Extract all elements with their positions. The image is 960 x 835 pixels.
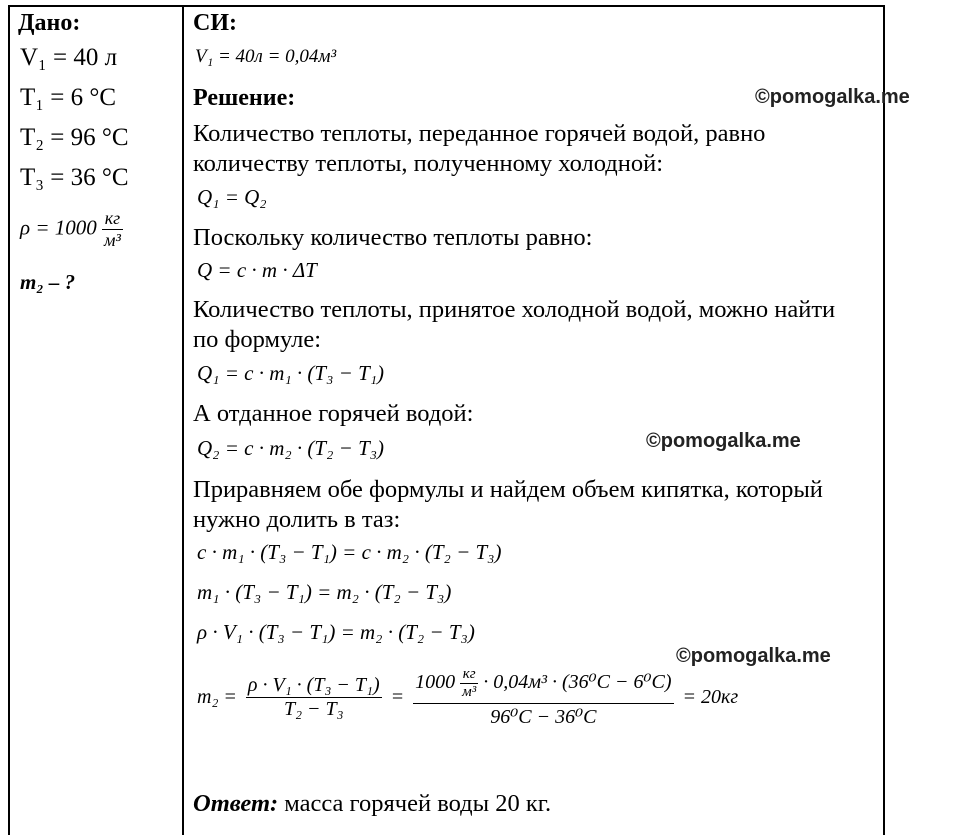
final-frac2-num-a: 1000 bbox=[415, 671, 456, 694]
si-formula: V₁ = 40л = 0,04м³ bbox=[195, 46, 337, 67]
formula-equation-1: c · m₁ · (T₃ − T₁) = c · m₂ · (T₂ − T₃) bbox=[197, 540, 502, 564]
given-temperature-3: T₃ = 36 °C bbox=[20, 164, 129, 191]
final-frac2-unit-num: кг bbox=[460, 666, 478, 684]
solution-paragraph-3b: по формуле: bbox=[193, 326, 322, 353]
solution-paragraph-1b: количеству теплоты, полученному холодной: bbox=[193, 150, 664, 177]
given-header: Дано: bbox=[18, 10, 81, 36]
final-equals: = bbox=[390, 686, 405, 708]
si-header: СИ: bbox=[193, 10, 237, 36]
answer-text: масса горячей воды 20 кг. bbox=[278, 790, 552, 817]
answer-label: Ответ: bbox=[193, 790, 279, 817]
formula-cold-water-heat: Q₁ = c · m₁ · (T₃ − T₁) bbox=[197, 361, 385, 385]
formula-hot-water-heat: Q₂ = c · m₂ · (T₂ − T₃) bbox=[197, 436, 385, 460]
formula-equation-2: m₁ · (T₃ − T₁) = m₂ · (T₂ − T₃) bbox=[197, 580, 452, 604]
final-frac2-num-b: · 0,04м³ · (36⁰C − 6⁰C) bbox=[483, 671, 672, 694]
formula-final bbox=[197, 666, 738, 729]
solution-header: Решение: bbox=[193, 85, 296, 111]
solution-paragraph-5b: нужно долить в таз: bbox=[193, 506, 401, 533]
final-frac2-unit-den: м³ bbox=[462, 684, 477, 700]
formula-equation-3: ρ · V₁ · (T₃ − T₁) = m₂ · (T₂ − T₃) bbox=[197, 620, 475, 644]
given-volume: V₁ = 40 л bbox=[20, 44, 118, 71]
watermark-3: ©pomogalka.me bbox=[676, 645, 831, 667]
final-frac2-den: 96⁰C − 36⁰C bbox=[490, 706, 597, 728]
given-density-lhs: ρ = 1000 bbox=[20, 215, 97, 240]
final-frac1-num: ρ · V₁ · (T₃ − T₁) bbox=[247, 674, 380, 696]
given-unknown: m₂ – ? bbox=[20, 270, 76, 294]
given-density-unit-num: кг bbox=[102, 208, 123, 230]
watermark-2: ©pomogalka.me bbox=[646, 430, 801, 452]
final-frac1-den: T₂ − T₃ bbox=[283, 698, 344, 720]
formula-heat: Q = c · m · ΔT bbox=[197, 258, 317, 282]
final-lhs: m₂ = bbox=[197, 686, 237, 708]
formula-heat-balance: Q₁ = Q₂ bbox=[197, 185, 267, 209]
given-density-unit-den: м³ bbox=[104, 230, 121, 250]
solution-paragraph-1a: Количество теплоты, переданное горячей водой, равно bbox=[193, 120, 766, 147]
given-density bbox=[20, 208, 123, 251]
final-result: = 20кг bbox=[682, 686, 739, 708]
solution-paragraph-5a: Приравняем обе формулы и найдем объем кипятка, который bbox=[193, 476, 823, 503]
watermark-1: ©pomogalka.me bbox=[755, 86, 910, 108]
given-temperature-2: T₂ = 96 °C bbox=[20, 124, 129, 151]
solution-paragraph-2: Поскольку количество теплоты равно: bbox=[193, 224, 593, 251]
solution-paragraph-3a: Количество теплоты, принятое холодной водой, можно найти bbox=[193, 296, 836, 323]
column-divider bbox=[182, 5, 184, 835]
solution-paragraph-4: А отданное горячей водой: bbox=[193, 400, 474, 427]
answer bbox=[193, 790, 551, 818]
given-temperature-1: T₁ = 6 °C bbox=[20, 84, 117, 111]
